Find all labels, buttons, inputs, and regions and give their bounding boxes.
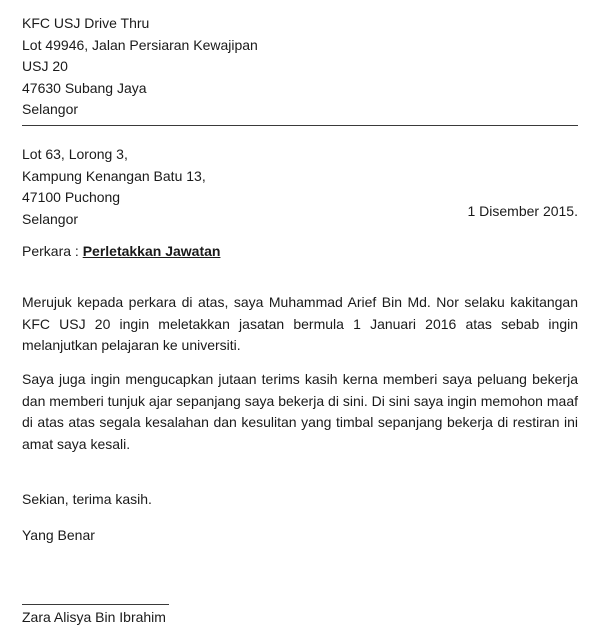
- recipient-address-line: 47100 Puchong: [22, 189, 121, 205]
- header-divider: [22, 125, 578, 126]
- sender-address: [22, 13, 258, 121]
- subject-line: [22, 241, 220, 263]
- recipient-address: [22, 144, 206, 230]
- sender-address-line: USJ 20: [22, 58, 68, 74]
- recipient-address-line: Kampung Kenangan Batu 13,: [22, 167, 206, 184]
- signer-name: Zara Alisya Bin Ibrahim: [22, 609, 166, 625]
- recipient-address-line: Lot 63, Lorong 3,: [22, 146, 128, 162]
- subject-label: Perkara :: [22, 243, 83, 259]
- subject-title: Perletakkan Jawatan: [82, 243, 221, 259]
- letter-date: 1 Disember 2015.: [467, 203, 578, 219]
- sender-address-line: Selangor: [22, 101, 79, 117]
- body-paragraph: Merujuk kepada perkara di atas, saya Muhammad Arief Bin Md. Nor selaku kakitangan KFC USJ 20 ingin meletakkan jasatan bermula 1 Januari 2016 atas sebab ingin melanjutkan pelajaran ke universiti.: [22, 294, 578, 353]
- body-paragraph: Saya juga ingin mengucapkan jutaan terims kasih kerna memberi saya peluang bekerja dan memberi tunjuk ajar sepanjang saya bekerja di sini. Di sini saya ingin memohon maaf di atas atas segala kesalahan dan kesulitan yang timbal sepanjang bekerja di restiran ini amat saya kesali.: [22, 371, 578, 452]
- sign-off: Yang Benar: [22, 527, 95, 543]
- closing-remark: Sekian, terima kasih.: [22, 491, 152, 507]
- sender-address-line: 47630 Subang Jaya: [22, 79, 147, 96]
- sender-address-line: KFC USJ Drive Thru: [22, 15, 150, 31]
- recipient-address-line: Selangor: [22, 210, 79, 227]
- signature-line: [22, 604, 169, 605]
- sender-address-line: Lot 49946, Jalan Persiaran Kewajipan: [22, 36, 258, 53]
